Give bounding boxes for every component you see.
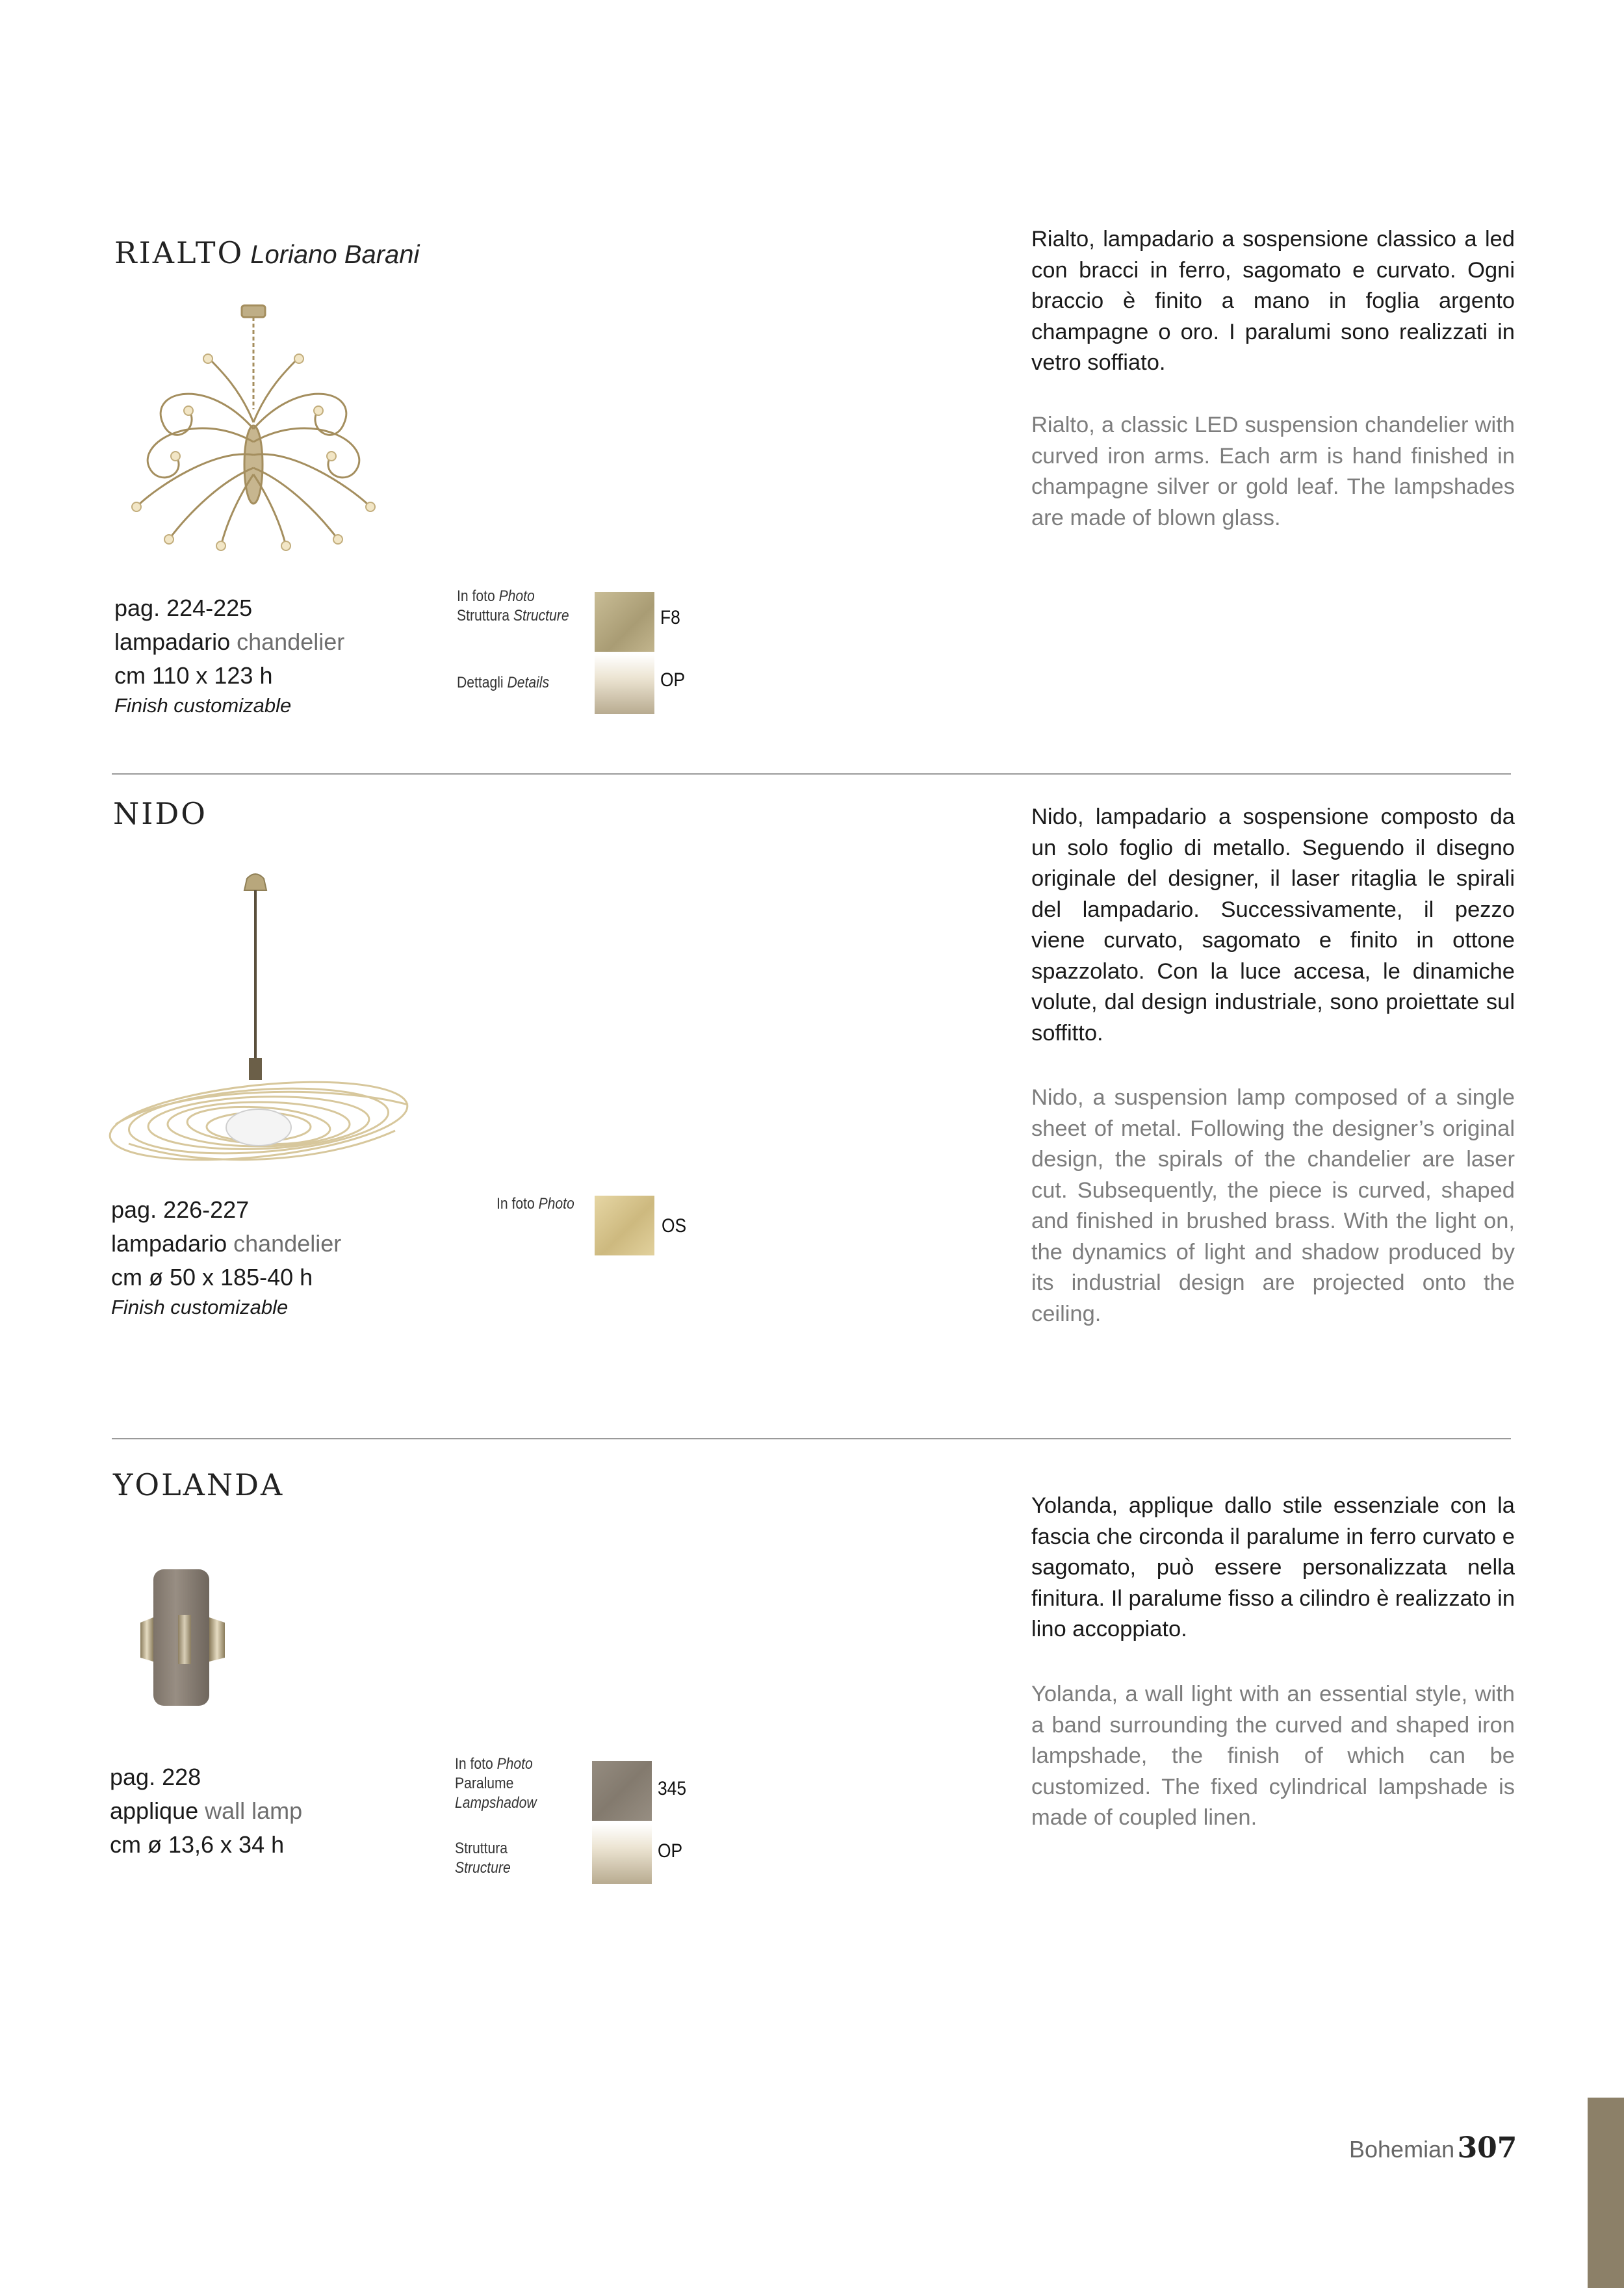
finish-label-photo: In foto Photo bbox=[496, 1195, 574, 1213]
page-number: 307 bbox=[1457, 2131, 1517, 2165]
finish-code: OP bbox=[660, 669, 686, 691]
product-name: YOLANDA bbox=[113, 1467, 285, 1502]
product-title-nido bbox=[113, 796, 207, 831]
page-reference: pag. 228 bbox=[110, 1764, 201, 1790]
finish-label-photo-structure: In foto Photo Struttura Structure bbox=[457, 587, 569, 624]
customizable-note: Finish customizable bbox=[114, 694, 292, 717]
page-reference: pag. 224-225 bbox=[114, 595, 253, 621]
finish-code: OP bbox=[658, 1840, 683, 1862]
nido-chandelier-image bbox=[103, 871, 421, 1176]
section-divider bbox=[112, 773, 1511, 775]
page-footer bbox=[1349, 2131, 1517, 2165]
finish-swatch-f8 bbox=[595, 592, 654, 652]
section-tab bbox=[1588, 2098, 1624, 2288]
description-italian: Nido, lampadario a sospensione composto da un solo foglio di metallo. Seguendo il disegno originale del designer, il laser ritaglia le spirali del lampadario. Successivamente, il pezzo viene curvato, sagomato e finito in ottone spazzolato. Con la luce accesa, le dinamiche volute, dal design industriale, sono proiettate sul soffitto. bbox=[1031, 804, 1515, 1046]
product-type: lampadario chandelier bbox=[114, 628, 345, 655]
finish-code: OS bbox=[662, 1215, 687, 1237]
finish-swatch-op bbox=[592, 1824, 652, 1884]
product-size: cm 110 x 123 h bbox=[114, 662, 273, 689]
product-type: lampadario chandelier bbox=[111, 1230, 342, 1257]
product-size: cm ø 50 x 185-40 h bbox=[111, 1264, 313, 1291]
finish-label-photo-lampshade: In foto Photo Paralume Lampshadow bbox=[455, 1755, 537, 1812]
section-divider bbox=[112, 1438, 1511, 1439]
finish-swatch-op bbox=[595, 654, 654, 714]
description-italian: Rialto, lampadario a sospensione classico a led con bracci in ferro, sagomato e curvato. Ogni braccio è finito a mano in foglia argento champagne o oro. I paralumi sono realizzati in vetro soffiato. bbox=[1031, 227, 1515, 375]
product-info-rialto bbox=[114, 591, 344, 719]
product-type: applique wall lamp bbox=[110, 1797, 303, 1824]
product-info-yolanda bbox=[110, 1760, 302, 1862]
yolanda-wall-lamp-image bbox=[140, 1563, 238, 1712]
description-english: Nido, a suspension lamp composed of a single sheet of metal. Following the designer’s original design, the spirals of the chandelier are laser cut. Subsequently, the piece is curved, shaped and finished in brushed brass. With the light on, the dynamics of light and shadow produced by its industrial design are projected onto the ceiling. bbox=[1031, 1085, 1515, 1326]
finish-label-details: Dettagli Details bbox=[457, 674, 550, 691]
finish-code: F8 bbox=[660, 607, 680, 628]
finish-swatch-os bbox=[595, 1196, 654, 1255]
designer-name: Loriano Barani bbox=[250, 240, 420, 269]
finish-label-structure: Struttura Structure bbox=[455, 1840, 511, 1877]
catalog-brand: Bohemian bbox=[1349, 2136, 1455, 2163]
customizable-note: Finish customizable bbox=[111, 1296, 289, 1318]
product-name: NIDO bbox=[113, 796, 208, 831]
finish-code: 345 bbox=[658, 1778, 687, 1799]
description-english: Rialto, a classic LED suspension chandelier with curved iron arms. Each arm is hand finished in champagne silver or gold leaf. The lampshades are made of blown glass. bbox=[1031, 413, 1515, 530]
finish-swatch-345 bbox=[592, 1761, 652, 1821]
product-name: RIALTO bbox=[114, 235, 244, 270]
product-size: cm ø 13,6 x 34 h bbox=[110, 1831, 285, 1858]
product-info-nido bbox=[111, 1193, 341, 1320]
description-english: Yolanda, a wall light with an essential style, with a band surrounding the curved and shaped iron lampshade, the finish of which can be customized. The fixed cylindrical lampshade is made of coupled linen. bbox=[1031, 1682, 1515, 1830]
product-title-rialto bbox=[114, 235, 419, 270]
rialto-chandelier-image bbox=[110, 299, 396, 565]
product-title-yolanda bbox=[113, 1467, 284, 1502]
page-reference: pag. 226-227 bbox=[111, 1196, 250, 1223]
description-italian: Yolanda, applique dallo stile essenziale con la fascia che circonda il paralume in ferro curvato e sagomato, può essere personalizzata nella finitura. Il paralume fisso a cilindro è realizzato in lino accoppiato. bbox=[1031, 1493, 1515, 1641]
